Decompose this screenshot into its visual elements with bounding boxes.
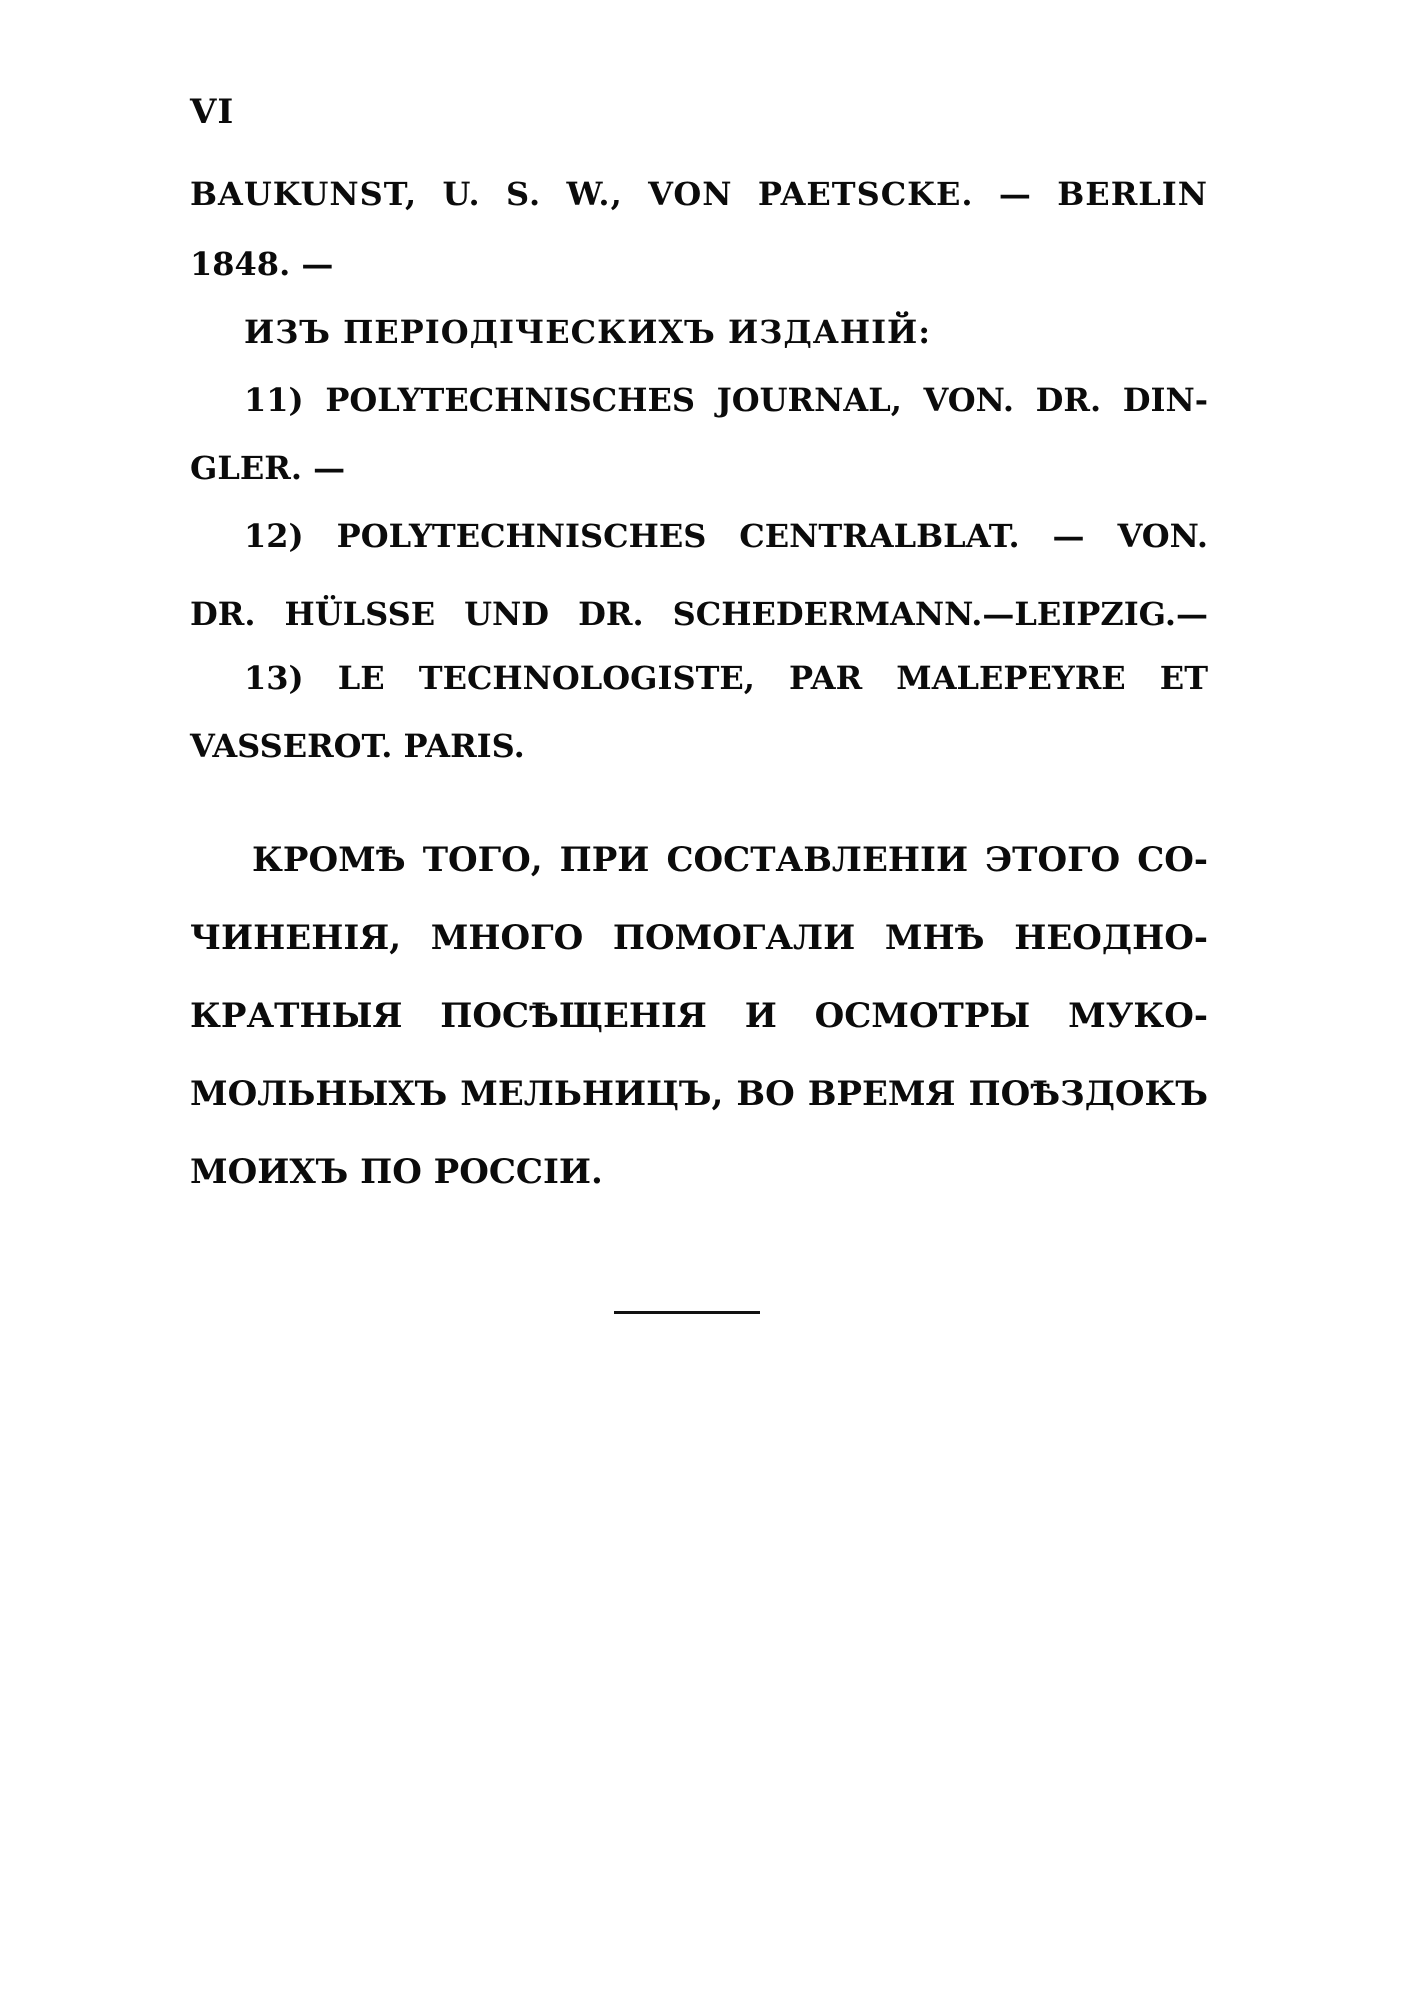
entry-12-line-1: 12) POLYTECHNISCHES CENTRALBLAT. — VON. bbox=[244, 517, 1208, 555]
closing-paragraph-line-2: ЧИНЕНІЯ, МНОГО ПОМОГАЛИ МНѢ НЕОДНО- bbox=[190, 918, 1208, 958]
periodicals-heading: ИЗЪ ПЕРІОДІЧЕСКИХЪ ИЗДАНІЙ: bbox=[244, 313, 932, 351]
entry-13-line-2: VASSEROT. PARIS. bbox=[190, 727, 525, 765]
page-number: VI bbox=[190, 92, 235, 132]
section-separator bbox=[614, 1311, 760, 1314]
entry-11-line-2: GLER. — bbox=[190, 449, 346, 487]
entry-12-line-2: DR. HÜLSSE UND DR. SCHEDERMANN.—LEIPZIG.— bbox=[190, 595, 1208, 633]
continuation-line-2: 1848. — bbox=[190, 245, 334, 283]
closing-paragraph-line-5: МОИХЪ ПО РОССІИ. bbox=[190, 1152, 603, 1192]
closing-paragraph-line-3: КРАТНЫЯ ПОСѢЩЕНІЯ И ОСМОТРЫ МУКО- bbox=[190, 996, 1208, 1036]
closing-paragraph-line-4: МОЛЬНЫХЪ МЕЛЬНИЦЪ, ВО ВРЕМЯ ПОѢЗДОКЪ bbox=[190, 1074, 1208, 1114]
closing-paragraph-line-1: КРОМѢ ТОГО, ПРИ СОСТАВЛЕНІИ ЭТОГО СО- bbox=[252, 840, 1208, 880]
entry-13-line-1: 13) LE TECHNOLOGISTE, PAR MALEPEYRE ET bbox=[244, 659, 1208, 697]
continuation-line-1: BAUKUNST, U. S. W., VON PAETSCKE. — BERLIN bbox=[190, 175, 1208, 213]
entry-11-line-1: 11) POLYTECHNISCHES JOURNAL, VON. DR. DIN- bbox=[244, 381, 1208, 419]
